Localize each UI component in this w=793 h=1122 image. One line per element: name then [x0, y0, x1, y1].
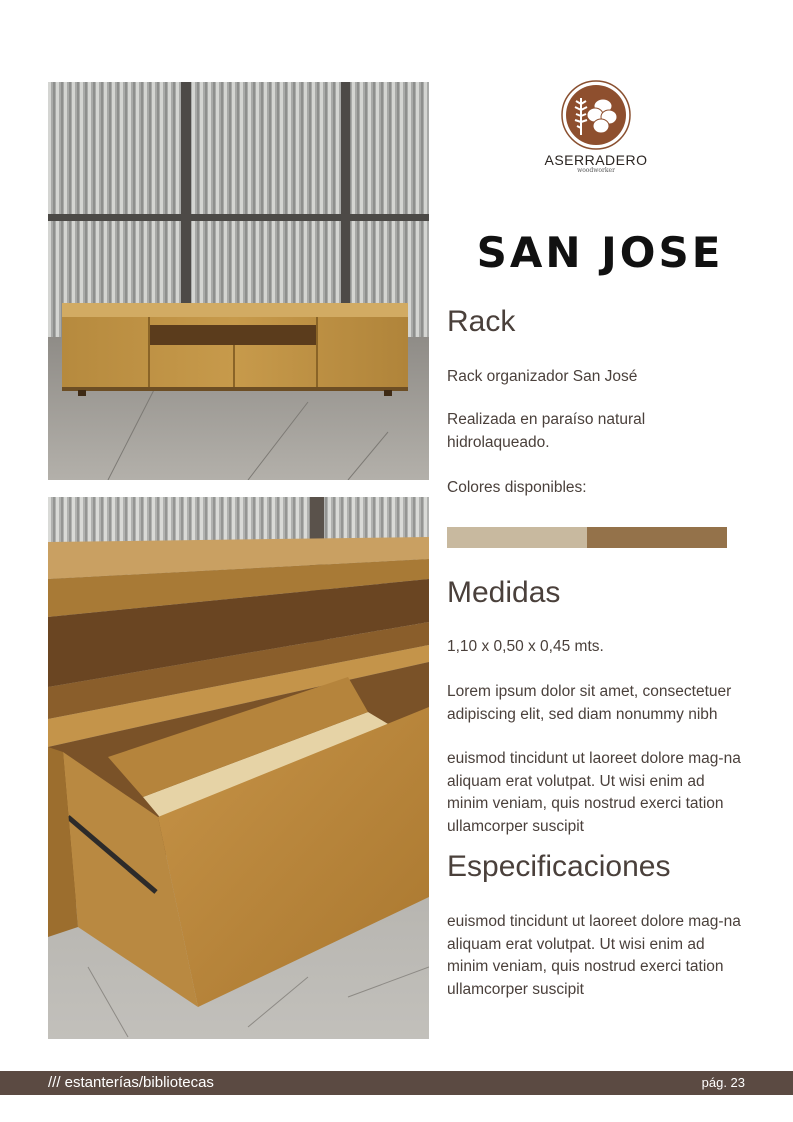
- color-swatch-dark[interactable]: [587, 527, 727, 548]
- color-swatches: [447, 527, 727, 548]
- page-footer: [0, 1071, 793, 1095]
- rack-heading: Rack: [447, 305, 516, 338]
- brand-tagline: woodworker: [577, 167, 615, 174]
- product-title: SAN JOSE: [476, 228, 724, 277]
- medidas-text-2: euismod tincidunt ut laoreet dolore mag-na aliquam erat volutpat. Ut wisi enim ad minim veniam, quis nostrud exerci tation ullamcorper suscipit: [447, 750, 741, 835]
- product-photo-drawer-detail: [48, 497, 429, 1039]
- especificaciones-heading: Especificaciones: [447, 850, 671, 883]
- color-swatch-light[interactable]: [447, 527, 587, 548]
- page-number: pág. 23: [701, 1075, 745, 1090]
- footer-section: /// estanterías/bibliotecas: [48, 1074, 214, 1091]
- rack-material: Realizada en paraíso natural hidrolaqueado.: [447, 411, 646, 451]
- medidas-size: 1,10 x 0,50 x 0,45 mts.: [447, 638, 604, 655]
- brand-name: ASERRADERO: [544, 152, 648, 168]
- especificaciones-text: euismod tincidunt ut laoreet dolore mag-na aliquam erat volutpat. Ut wisi enim ad minim veniam, quis nostrud exerci tation ullamcorper suscipit: [447, 913, 741, 998]
- rack-description: Rack organizador San José: [447, 368, 638, 385]
- hop-cone-icon: [561, 80, 631, 150]
- product-photo-front: [48, 82, 429, 480]
- colors-label: Colores disponibles:: [447, 479, 587, 496]
- brand-logo: [542, 80, 650, 174]
- medidas-text-1: Lorem ipsum dolor sit amet, consectetuer adipiscing elit, sed diam nonummy nibh: [447, 683, 732, 723]
- medidas-heading: Medidas: [447, 576, 561, 609]
